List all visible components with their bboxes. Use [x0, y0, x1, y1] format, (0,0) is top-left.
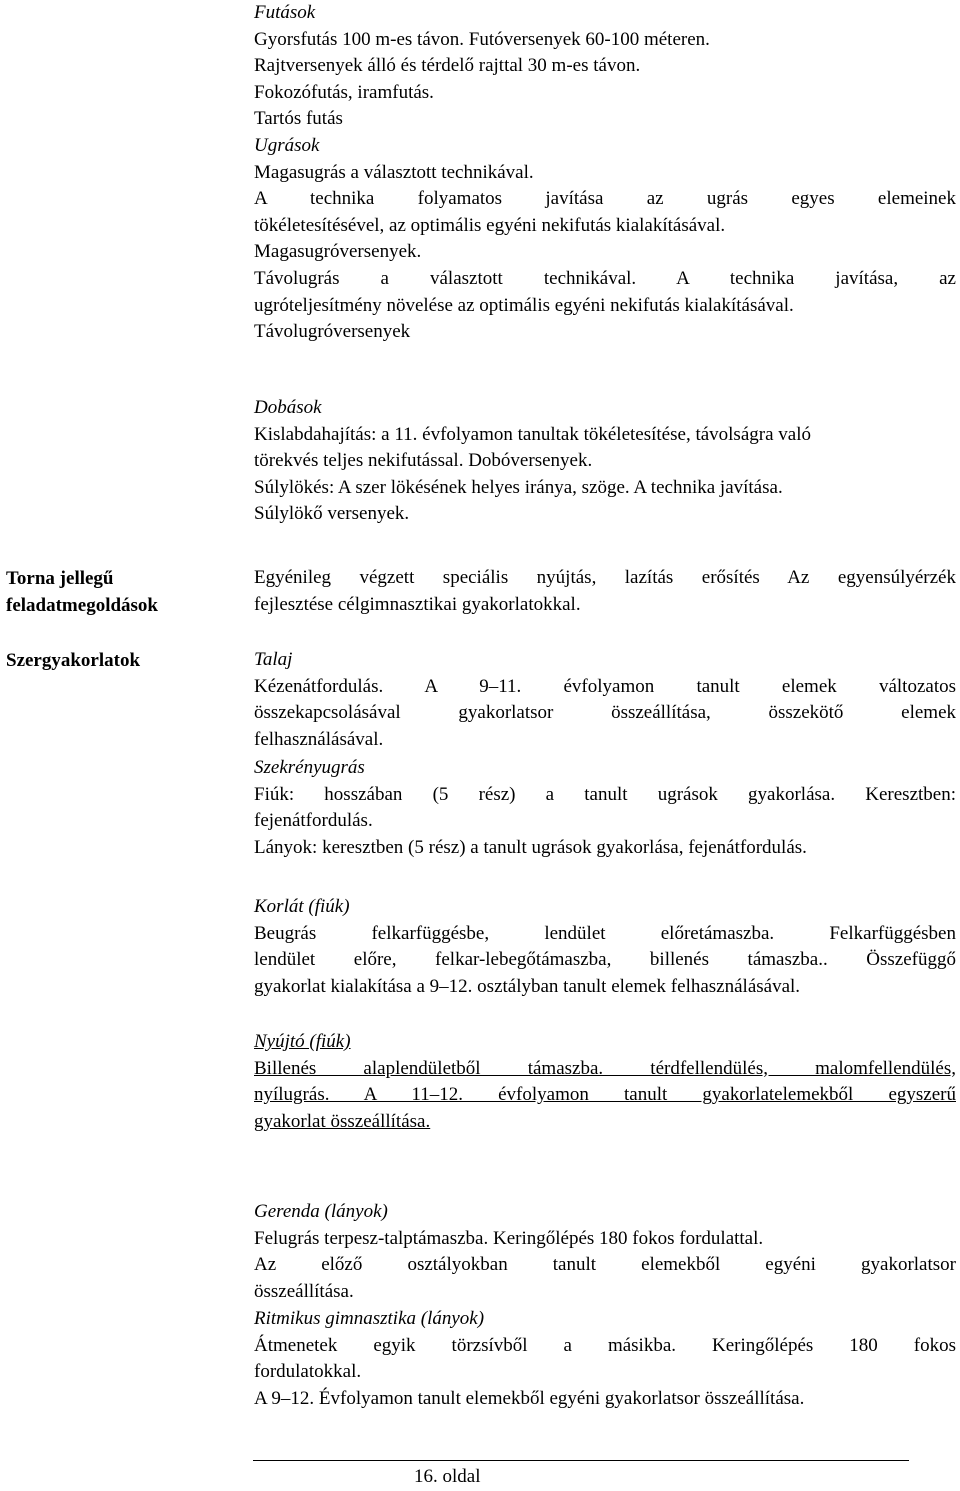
nyujto-line-1: Billenés alaplendületből támaszba. térdfellendülés, malomfellendülés,: [254, 1057, 956, 1079]
ritmikus-line-2: fordulatokkal.: [254, 1361, 362, 1383]
nyujto-line-2: nyílugrás. A 11–12. évfolyamon tanult gyakorlatelemekből egyszerű: [254, 1084, 956, 1106]
szergyakorlatok-label-text: Szergyakorlatok: [6, 650, 141, 671]
section-heading-ugrasok: Ugrások: [254, 135, 320, 156]
section-ugrasok: [254, 133, 956, 346]
talaj-line-3: felhasználásával.: [254, 728, 384, 750]
torna-label-line-1: Torna jellegű: [6, 568, 114, 589]
futasok-line-4: Tartós futás: [254, 108, 343, 130]
section-heading-ritmikus-gimnasztika: Ritmikus gimnasztika (lányok): [254, 1308, 485, 1329]
section-heading-futasok: Futások: [254, 2, 316, 23]
torna-line-2: fejlesztése célgimnasztikai gyakorlatokkal.: [254, 593, 581, 615]
section-futasok: [254, 0, 956, 133]
futasok-line-3: Fokozófutás, iramfutás.: [254, 81, 434, 103]
torna-label: [6, 565, 236, 618]
ugrasok-line-7: Távolugróversenyek: [254, 321, 411, 343]
korlat-line-3: gyakorlat kialakítása a 9–12. osztályban tanult elemek felhasználásával.: [254, 975, 801, 997]
gerenda-line-1: Felugrás terpesz-talptámaszba. Keringőlépés 180 fokos fordulattal.: [254, 1227, 764, 1249]
section-heading-talaj: Talaj: [254, 649, 293, 670]
ugrasok-line-4: Magasugróversenyek.: [254, 241, 422, 263]
ugrasok-line-1: Magasugrás a választott technikával.: [254, 161, 534, 183]
section-gerenda: [254, 1199, 956, 1305]
ugrasok-line-3: tökéletesítésével, az optimális egyéni nekifutás kialakításával.: [254, 214, 726, 236]
section-heading-dobasok: Dobások: [254, 397, 322, 418]
korlat-line-1: Beugrás felkarfüggésbe, lendület előretámaszba. Felkarfüggésben: [254, 922, 956, 944]
ritmikus-line-3: A 9–12. Évfolyamon tanult elemekből egyéni gyakorlatsor összeállítása.: [254, 1387, 805, 1409]
section-ritmikus-gimnasztika: [254, 1306, 956, 1412]
section-heading-gerenda: Gerenda (lányok): [254, 1201, 388, 1222]
section-talaj: [254, 647, 956, 753]
dobasok-line-3: Súlylökés: A szer lökésének helyes iránya, szöge. A technika javítása.: [254, 476, 783, 498]
section-nyujto: [254, 1029, 956, 1135]
szergyakorlatok-label: [6, 647, 236, 674]
footer-rule: [253, 1460, 909, 1461]
section-heading-korlat: Korlát (fiúk): [254, 896, 350, 917]
torna-line-1: Egyénileg végzett speciális nyújtás, lazítás erősítés Az egyensúlyérzék: [254, 567, 956, 588]
talaj-line-2: összekapcsolásával gyakorlatsor összeállítása, összekötő elemek: [254, 702, 956, 724]
nyujto-line-3: gyakorlat összeállítása.: [254, 1110, 431, 1132]
talaj-line-1: Kézenátfordulás. A 9–11. évfolyamon tanult elemek változatos: [254, 675, 956, 697]
dobasok-line-4: Súlylökő versenyek.: [254, 503, 410, 525]
dobasok-line-1: Kislabdahajítás: a 11. évfolyamon tanultak tökéletesítése, távolságra való: [254, 423, 811, 445]
szekrenyugras-line-2: fejenátfordulás.: [254, 810, 373, 832]
section-heading-nyujto: Nyújtó (fiúk): [254, 1031, 351, 1052]
ritmikus-line-1: Átmenetek egyik törzsívből a másikba. Keringőlépés 180 fokos: [254, 1334, 956, 1356]
gerenda-line-3: összeállítása.: [254, 1280, 354, 1302]
dobasok-line-2: törekvés teljes nekifutással. Dobóversenyek.: [254, 450, 593, 472]
section-korlat: [254, 894, 956, 1000]
futasok-line-1: Gyorsfutás 100 m-es távon. Futóversenyek 60-100 méteren.: [254, 28, 710, 50]
section-szekrenyugras: [254, 755, 956, 861]
page-number: 16. oldal: [414, 1466, 481, 1487]
futasok-line-2: Rajtversenyek álló és térdelő rajttal 30 m-es távon.: [254, 55, 641, 77]
gerenda-line-2: Az előző osztályokban tanult elemekből egyéni gyakorlatsor: [254, 1254, 956, 1276]
szekrenyugras-line-1: Fiúk: hosszában (5 rész) a tanult ugrások gyakorlása. Keresztben:: [254, 783, 956, 805]
szekrenyugras-line-3: Lányok: keresztben (5 rész) a tanult ugrások gyakorlása, fejenátfordulás.: [254, 836, 807, 858]
ugrasok-line-2: A technika folyamatos javítása az ugrás egyes elemeinek: [254, 188, 956, 210]
korlat-line-2: lendület előre, felkar-lebegőtámaszba, billenés támaszba.. Összefüggő: [254, 949, 956, 971]
torna-label-line-2: feladatmegoldások: [6, 594, 158, 616]
section-torna: [254, 565, 956, 618]
ugrasok-line-5: Távolugrás a választott technikával. A technika javítása, az: [254, 267, 956, 289]
section-dobasok: [254, 395, 956, 528]
ugrasok-line-6: ugróteljesítmény növelése az optimális egyéni nekifutás kialakításával.: [254, 294, 794, 316]
section-heading-szekrenyugras: Szekrényugrás: [254, 757, 365, 778]
